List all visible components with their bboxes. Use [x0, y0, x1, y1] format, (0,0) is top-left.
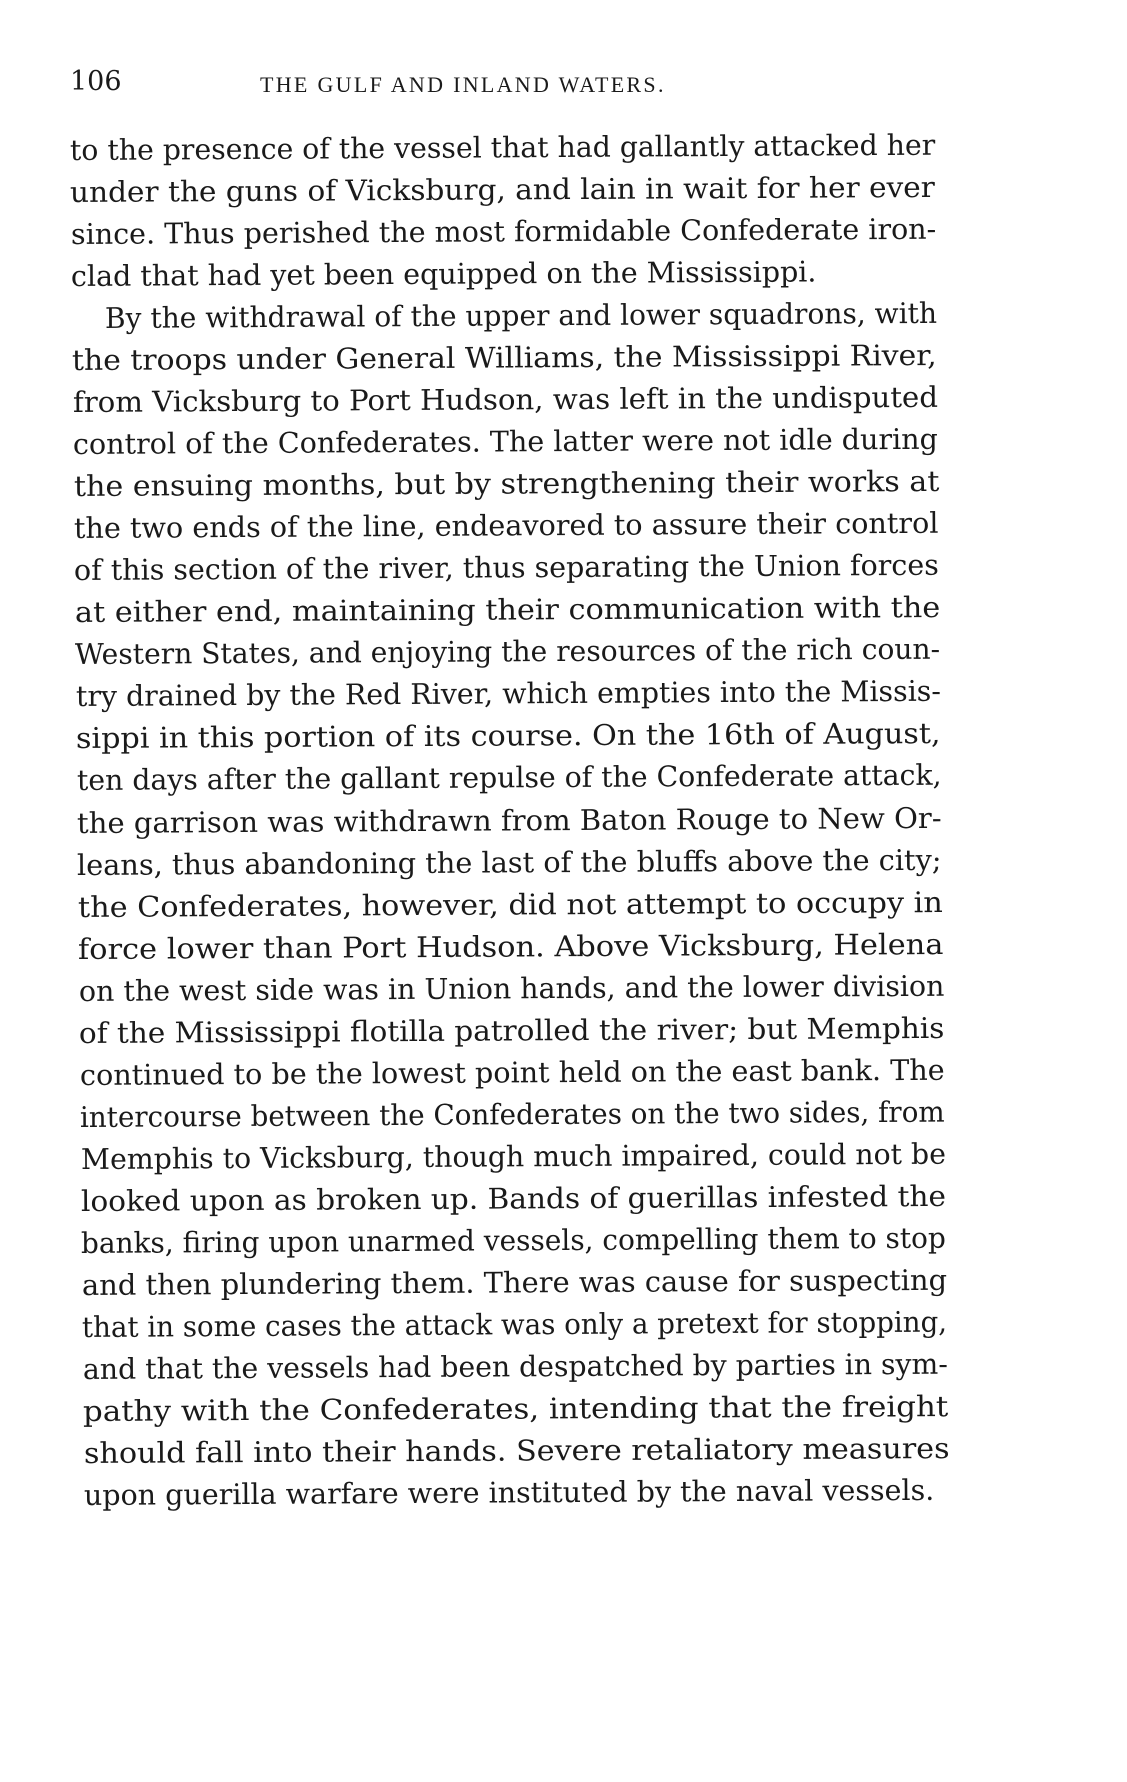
text-line: try drained by the Red River, which empties into the Missis-	[75, 675, 941, 714]
text-line: at either end, maintaining their communication with the	[74, 591, 941, 630]
running-title: THE GULF AND INLAND WATERS.	[260, 72, 666, 97]
text-line: continued to be the lowest point held on the east bank. The	[79, 1053, 945, 1092]
text-line: By the withdrawal of the upper and lower squadrons, with	[104, 296, 937, 336]
text-line: Western States, and enjoying the resources of the rich coun-	[75, 633, 941, 672]
text-line: and that the vessels had been despatched by parties in sym-	[82, 1347, 948, 1386]
text-line: the troops under General Williams, the Mississippi River,	[72, 339, 937, 378]
text-line: the two ends of the line, endeavored to assure their control	[73, 507, 939, 546]
text-line: of this section of the river, thus separating the Union forces	[74, 549, 940, 588]
text-line: of the Mississippi flotilla patrolled the river; but Memphis	[79, 1011, 945, 1050]
text-line: under the guns of Vicksburg, and lain in wait for her ever	[70, 170, 936, 210]
text-line: from Vicksburg to Port Hudson, was left in the undisputed	[72, 381, 938, 420]
text-line: Memphis to Vicksburg, though much impaired, could not be	[80, 1137, 946, 1176]
text-line: pathy with the Confederates, intending that the freight	[83, 1390, 949, 1428]
text-line: on the west side was in Union hands, and the lower division	[78, 969, 945, 1008]
text-line: upon guerilla warfare were instituted by the naval vessels.	[83, 1473, 935, 1512]
text-line: to the presence of the vessel that had gallantly attacked her	[69, 128, 936, 167]
text-line: clad that had yet been equipped on the Mississippi.	[71, 255, 817, 294]
text-line: control of the Confederates. The latter were not idle during	[72, 422, 939, 462]
text-line: that in some cases the attack was only a pretext for stopping,	[82, 1305, 948, 1344]
text-line: the ensuing months, but by strengthening their works at	[73, 465, 939, 504]
text-line: leans, thus abandoning the last of the bluffs above the city;	[77, 843, 943, 882]
text-line: and then plundering them. There was cause for suspecting	[81, 1263, 948, 1302]
text-line: looked upon as broken up. Bands of guerillas infested the	[80, 1179, 946, 1218]
text-line: the garrison was withdrawn from Baton Rouge to New Or-	[76, 801, 942, 840]
text-line: ten days after the gallant repulse of the Confederate attack,	[76, 759, 942, 798]
text-line: since. Thus perished the most formidable Confederate iron-	[70, 212, 937, 252]
text-line: banks, firing upon unarmed vessels, compelling them to stop	[81, 1221, 947, 1260]
text-line: sippi in this portion of its course. On the 16th of August,	[76, 717, 941, 756]
text-line: should fall into their hands. Severe retaliatory measures	[83, 1431, 950, 1470]
text-line: intercourse between the Confederates on the two sides, from	[79, 1095, 945, 1134]
text-line: the Confederates, however, did not attempt to occupy in	[77, 885, 943, 924]
text-line: force lower than Port Hudson. Above Vicksburg, Helena	[78, 927, 944, 966]
page-number: 106	[70, 66, 122, 97]
